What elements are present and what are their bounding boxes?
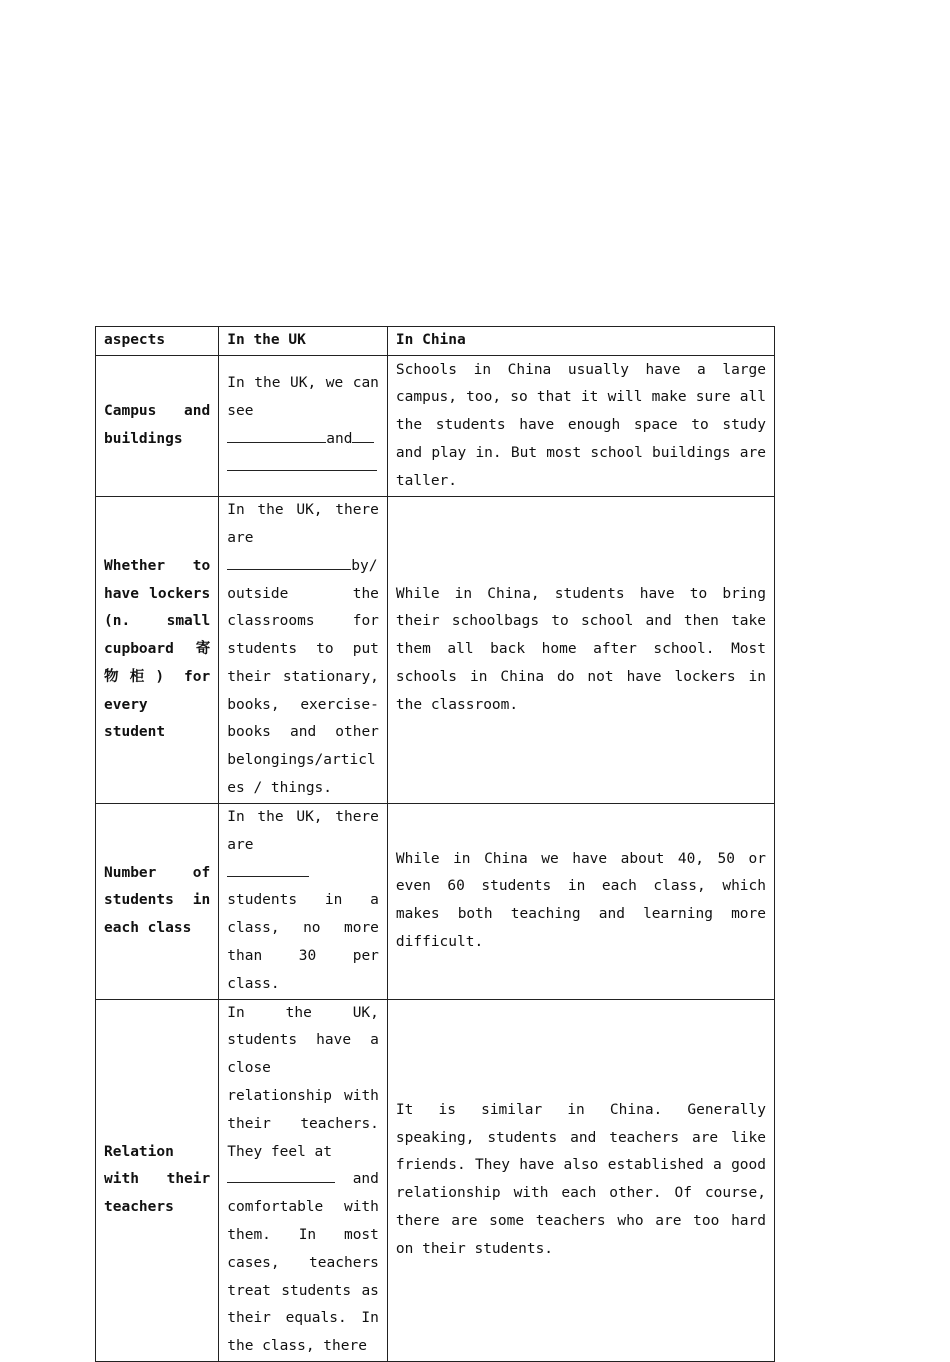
fill-in-blank[interactable] — [227, 1166, 335, 1183]
header-aspects: aspects — [96, 327, 219, 356]
aspect-cell: Campus and buildings — [96, 356, 219, 497]
comparison-table — [95, 326, 775, 1362]
fill-in-blank[interactable] — [352, 426, 374, 443]
header-china: In China — [387, 327, 774, 356]
uk-text: In the UK, there are — [227, 809, 379, 853]
table-row — [96, 356, 775, 497]
aspect-cell: Relation with their teachers — [96, 999, 219, 1361]
uk-text: students in a class, no more than 30 per class. — [227, 892, 379, 992]
china-cell: It is similar in China. Generally speaking, students and teachers are like friends. They have also established a good relationship with each other. Of course, there are some teachers who are too hard on their students. — [387, 999, 774, 1361]
china-cell: While in China, students have to bring their schoolbags to school and then take them all back home after school. Most schools in China do not have lockers in the classroom. — [387, 497, 774, 804]
fill-in-blank[interactable] — [227, 454, 377, 471]
uk-text: In the UK, we can see — [227, 375, 379, 420]
uk-cell — [219, 804, 388, 1000]
uk-cell — [219, 497, 388, 804]
header-uk: In the UK — [219, 327, 388, 356]
uk-text: In the UK, students have a close relationship with their teachers. They feel at — [227, 1004, 379, 1160]
fill-in-blank[interactable] — [227, 860, 309, 877]
fill-in-blank[interactable] — [227, 426, 326, 443]
uk-text: by/ outside the classrooms for students to put their stationary, books, exercise-books and other belongings/articles / things. — [227, 557, 379, 797]
uk-text: In the UK, there are — [227, 502, 379, 546]
uk-text: and comfortable with them. In most cases, teachers treat students as their equals. In the class, there — [227, 1171, 379, 1355]
table-row — [96, 804, 775, 1000]
fill-in-blank[interactable] — [227, 553, 351, 570]
china-cell: While in China we have about 40, 50 or even 60 students in each class, which makes both teaching and learning more difficult. — [387, 804, 774, 1000]
table-row — [96, 497, 775, 804]
table-header-row — [96, 327, 775, 356]
china-cell: Schools in China usually have a large campus, too, so that it will make sure all the students have enough space to study and play in. But most school buildings are taller. — [387, 356, 774, 497]
table-row — [96, 999, 775, 1361]
uk-cell — [219, 999, 388, 1361]
aspect-cell: Whether to have lockers (n. small cupboard 寄物柜) for every student — [96, 497, 219, 804]
uk-cell — [219, 356, 388, 497]
uk-text: and — [326, 431, 353, 447]
aspect-cell: Number of students in each class — [96, 804, 219, 1000]
